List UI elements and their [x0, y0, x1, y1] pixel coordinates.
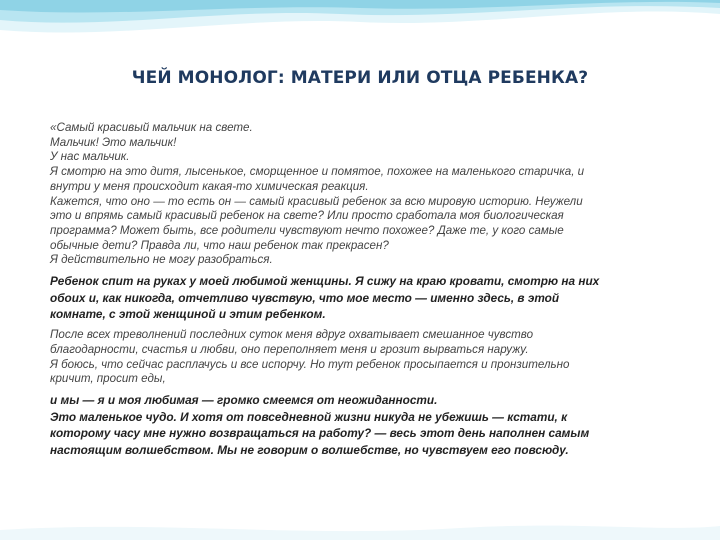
- text-line: обычные дети? Правда ли, что наш ребенок так прекрасен?: [50, 238, 389, 252]
- text-line: Я действительно не могу разобраться.: [50, 253, 273, 267]
- text-line: кричит, просит еды,: [50, 372, 166, 386]
- header-wave-decoration: [0, 0, 720, 70]
- text-line: Это маленькое чудо. И хотя от повседневной жизни никуда не убежишь — кстати, к: [50, 409, 568, 424]
- text-line: Я боюсь, что сейчас расплачусь и все испорчу. Но тут ребенок просыпается и пронзительно: [50, 357, 570, 371]
- text-line: комнате, с этой женщиной и этим ребенком.: [50, 307, 326, 322]
- text-line: обоих и, как никогда, отчетливо чувствую, что мое место — именно здесь, в этой: [50, 290, 560, 305]
- text-line: Я смотрю на это дитя, лысенькое, сморщенное и помятое, похожее на маленького старичка, и: [50, 165, 585, 179]
- text-line: После всех треволнений последних суток меня вдруг охватывает смешанное чувство: [50, 328, 534, 342]
- paragraph-1: [50, 121, 670, 268]
- text-line: Мальчик! Это мальчик!: [50, 135, 177, 149]
- paragraph-4: [50, 392, 670, 459]
- text-line: Ребенок спит на руках у моей любимой женщины. Я сижу на краю кровати, смотрю на них: [50, 274, 600, 289]
- text-line: внутри у меня происходит какая-то химическая реакция.: [50, 179, 369, 193]
- footer-wave-decoration: [0, 512, 720, 540]
- text-line: и мы — я и моя любимая — громко смеемся от неожиданности.: [50, 392, 438, 407]
- text-line: «Самый красивый мальчик на свете.: [50, 121, 253, 134]
- text-line: У нас мальчик.: [50, 150, 130, 164]
- text-line: настоящим волшебством. Мы не говорим о волшебстве, но чувствуем его повсюду.: [50, 443, 569, 458]
- text-line: это и впрямь самый красивый ребенок на свете? Или просто сработала моя биологическая: [50, 209, 564, 223]
- text-line: программа? Может быть, все родители чувствуют нечто похожее? Даже те, у кого самые: [50, 223, 564, 237]
- page-title: ЧЕЙ МОНОЛОГ: МАТЕРИ ИЛИ ОТЦА РЕБЕНКА?: [131, 68, 589, 88]
- monologue-text: [50, 121, 670, 459]
- paragraph-3: [50, 328, 670, 387]
- text-line: Кажется, что оно — то есть он — самый красивый ребенок за всю мировую историю. Неужели: [50, 194, 583, 208]
- paragraph-2: [50, 273, 670, 323]
- text-line: благодарности, счастья и любви, оно переполняет меня и грозит вырваться наружу.: [50, 342, 529, 356]
- text-line: которому часу мне нужно возвращаться на работу? — весь этот день наполнен самым: [50, 426, 590, 441]
